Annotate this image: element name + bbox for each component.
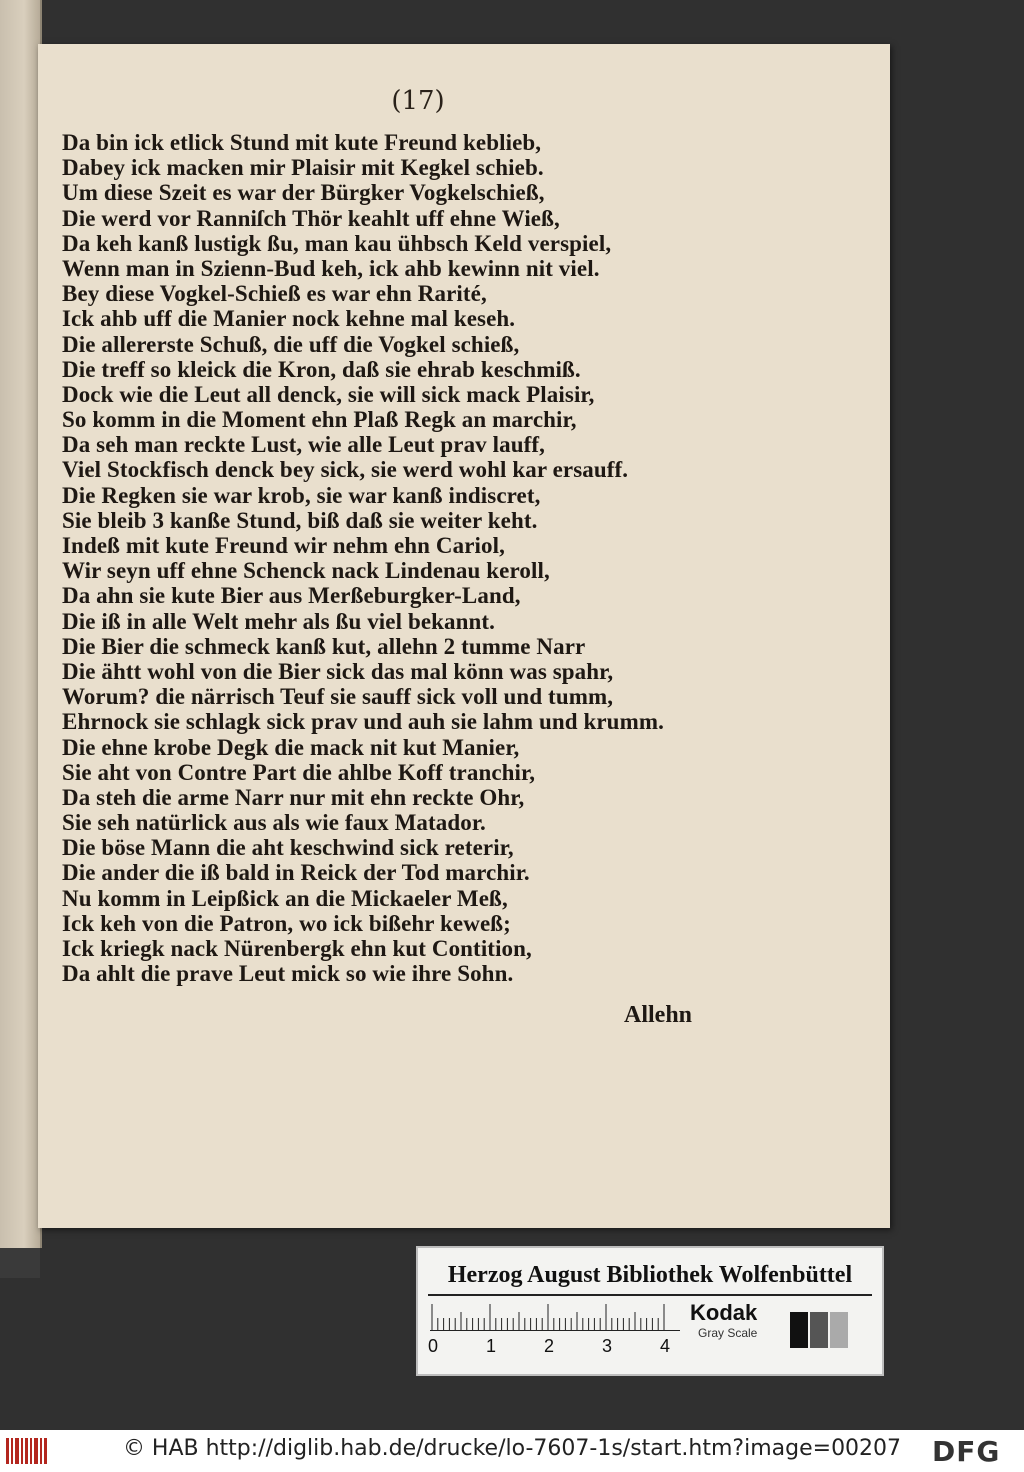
text-line: Die ähtt wohl von die Bier sick das mal könn was spahr,: [62, 658, 614, 684]
text-line: Ick kriegk nack Nürenbergk ehn kut Contition,: [62, 936, 532, 961]
text-line: Indeß mit kute Freund wir nehm ehn Cariol,: [62, 533, 505, 558]
text-line: Die ehne krobe Degk die mack nit kut Manier,: [62, 734, 520, 760]
text-line: Die werd vor Ranniſch Thör keahlt uff ehne Wieß,: [62, 205, 560, 231]
gray-scale-patches: [790, 1312, 850, 1348]
text-line: Da bin ick etlick Stund mit kute Freund keblieb,: [62, 130, 542, 155]
text-line: Ehrnock sie schlagk sick prav und auh sie lahm und krumm.: [62, 709, 664, 735]
gray-patch-dark: [810, 1312, 828, 1348]
text-line: Bey diese Vogkel-Schieß es war ehn Rarité,: [62, 281, 487, 307]
text-line: Da ahn sie kute Bier aus Merßeburgker-Land,: [62, 583, 521, 609]
ruler-label: 2: [544, 1336, 555, 1356]
text-line: Die ander die iß bald in Reick der Tod marchir.: [62, 860, 530, 886]
text-line: Sie seh natürlick aus als wie faux Matador.: [62, 810, 486, 836]
previous-page-edge: [0, 0, 42, 1248]
text-line: Worum? die närrisch Teuf sie sauff sick voll und tumm,: [62, 684, 614, 710]
text-line: Viel Stockfisch denck bey sick, sie werd wohl kar ersauff.: [62, 457, 629, 483]
footer-bar: [0, 1430, 1024, 1472]
text-line: Die iß in alle Welt mehr als ßu viel bekannt.: [62, 608, 496, 634]
divider: [428, 1294, 872, 1296]
text-line: Um diese Szeit es war der Bürgker Vogkelschieß,: [62, 180, 545, 206]
text-line: Die Bier die schmeck kanß kut, allehn 2 tumme Narr: [62, 633, 586, 659]
gray-patch-mid: [830, 1312, 848, 1348]
ruler-label: 0: [428, 1336, 439, 1356]
text-line: Wenn man in Szienn-Bud keh, ick ahb kewinn nit viel.: [62, 255, 600, 281]
poem-text: [62, 130, 842, 986]
ruler-label: 1: [486, 1336, 497, 1356]
text-line: Die allererste Schuß, die uff die Vogkel schieß,: [62, 331, 520, 357]
text-line: So komm in die Moment ehn Plaß Regk an marchir,: [62, 407, 577, 433]
text-line: Dock wie die Leut all denck, sie will sick mack Plaisir,: [62, 381, 595, 407]
text-line: Die böse Mann die aht keschwind sick reterir,: [62, 835, 514, 861]
text-line: Sie aht von Contre Part die ahlbe Koff tranchir,: [62, 759, 536, 785]
library-color-target: [416, 1246, 884, 1376]
text-line: Da keh kanß lustigk ßu, man kau ühbsch Keld verspiel,: [62, 230, 612, 256]
text-line: Ick ahb uff die Manier nock kehne mal keseh.: [62, 306, 516, 332]
binding-shadow: [0, 1248, 40, 1278]
copyright-link[interactable]: © HAB http://diglib.hab.de/drucke/lo-7607-1s/start.htm?image=00207: [122, 1436, 902, 1461]
text-line: Ick keh von die Patron, wo ick bißehr keweß;: [62, 910, 511, 936]
library-name: Herzog August Bibliothek Wolfenbüttel: [447, 1262, 853, 1288]
text-line: Sie bleib 3 kanße Stund, biß daß sie weiter keht.: [62, 507, 538, 533]
text-line: Dabey ick macken mir Plaisir mit Kegkel schieb.: [62, 155, 544, 181]
text-line: Da steh die arme Narr nur mit ehn reckte Ohr,: [62, 784, 525, 810]
kodak-logo: Kodak: [690, 1300, 758, 1325]
page-number: (17): [391, 86, 445, 116]
catchword: Allehn: [624, 1002, 693, 1028]
dfg-logo: DFG: [932, 1435, 1001, 1468]
text-line: Die Regken sie war krob, sie war kanß indiscret,: [62, 482, 541, 508]
ruler-scale: [430, 1304, 680, 1331]
ruler-label: 3: [602, 1336, 613, 1356]
ruler-labels: [428, 1336, 688, 1360]
text-line: Nu komm in Leipßick an die Mickaeler Meß,: [62, 885, 508, 911]
ruler-label: 4: [660, 1336, 671, 1356]
text-line: Die treff so kleick die Kron, daß sie ehrab keschmiß.: [62, 356, 581, 382]
text-line: Wir seyn uff ehne Schenck nack Lindenau keroll,: [62, 558, 550, 584]
text-line: Da seh man reckte Lust, wie alle Leut prav lauff,: [62, 432, 545, 458]
book-page: [38, 44, 890, 1228]
text-line: Da ahlt die prave Leut mick so wie ihre Sohn.: [62, 961, 514, 987]
kodak-subtitle: Gray Scale: [698, 1326, 758, 1340]
ruler-ticks: [430, 1304, 680, 1330]
gray-patch-black: [790, 1312, 808, 1348]
